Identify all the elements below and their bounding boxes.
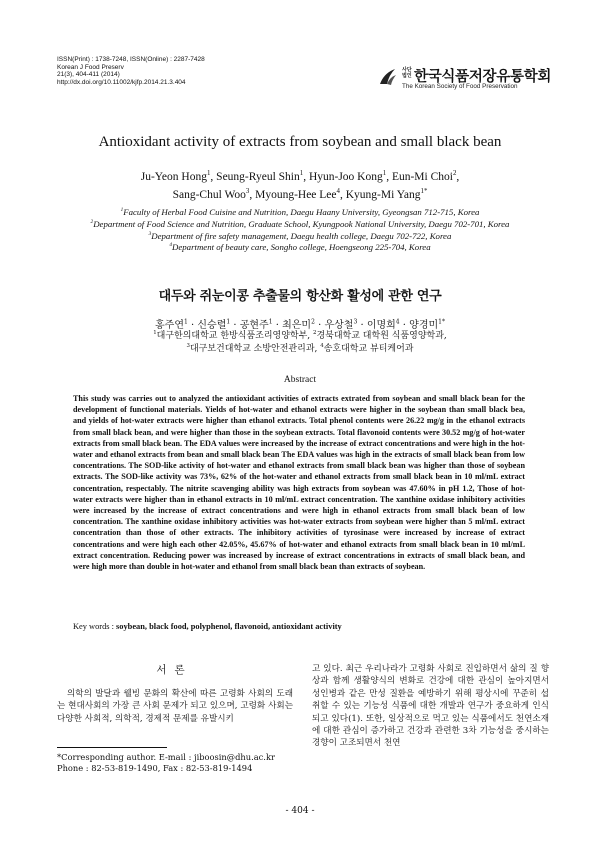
author-name-ko: 우상철 xyxy=(324,320,354,331)
introduction-right-column xyxy=(312,663,549,750)
affiliation-text: 대구한의대학교 한방식품조리영양학부, xyxy=(156,331,314,341)
affiliation-text: Department of Food Science and Nutrition, Graduate School, Kyungpook National University, Daegu 702-701, Korea xyxy=(93,218,510,229)
affiliation-en xyxy=(0,242,600,254)
author-sup: 1 xyxy=(382,170,387,178)
affiliation-en xyxy=(0,231,600,243)
author-name: Eun-Mi Choi xyxy=(391,171,453,183)
authors-en-line-1: Ju-Yeon Hong$^1$, Seung-Ryeul Shin$^1$, Hyun-Joo Kong$^1$, Eun-Mi Choi$^2$, xyxy=(140,170,460,183)
affiliation-text: Department of beauty care, Songho college, Hoengseong 225-704, Korea xyxy=(172,242,431,253)
affiliation-text: Faculty of Herbal Food Cuisine and Nutrition, Daegu Haany University, Gyeongsan 712-715, Korea xyxy=(123,207,480,217)
keywords-label: Key words : xyxy=(73,622,117,631)
author-name-ko: 최은미 xyxy=(282,320,312,331)
author-name: Hyun-Joo Kong xyxy=(308,171,383,183)
affiliation-text: 경북대학교 대학원 식품영양학과, xyxy=(316,331,447,341)
affiliation-sup: 1 xyxy=(120,207,124,214)
author-sup: 1* xyxy=(438,318,445,326)
author-name: Ju-Yeon Hong xyxy=(140,171,207,183)
volume-issue-pages: 21(3), 404-411 (2014) xyxy=(57,71,120,79)
footnote-divider xyxy=(57,747,167,748)
page-number: - 404 - xyxy=(285,806,315,816)
author-name-ko: 공현주 xyxy=(239,320,269,331)
author-name-ko: 양경미 xyxy=(409,320,439,331)
affiliation-text: 송호대학교 뷰티케어과 xyxy=(323,344,414,354)
author-sup: 1 xyxy=(206,170,211,178)
doi-link[interactable]: http://dx.doi.org/10.11002/kjfp.2014.21.3.404 xyxy=(57,78,186,86)
author-sup: 2 xyxy=(311,318,315,326)
introduction-heading: 서론 xyxy=(156,664,193,676)
affiliation-sup: 4 xyxy=(169,242,173,249)
author-sup: 3 xyxy=(353,318,358,326)
affiliations-ko-line-2 xyxy=(0,343,600,356)
author-name: Kyung-Mi Yang xyxy=(345,189,421,201)
introduction-left-column xyxy=(57,688,293,725)
journal-meta xyxy=(57,56,317,86)
author-name-ko: 홍주연 xyxy=(155,320,184,331)
footnote xyxy=(57,752,297,774)
authors-en xyxy=(0,168,600,204)
affiliations-ko xyxy=(0,330,600,356)
author-sup: 1 xyxy=(226,318,231,326)
author-name: Sang-Chul Woo xyxy=(172,189,246,201)
affiliation-sup: 3 xyxy=(186,343,190,349)
authors-en-line-2: Sang-Chul Woo$^3$, Myoung-Hee Lee$^4$, Kyung-Mi Yang$^{1*}$ xyxy=(172,188,428,201)
keywords xyxy=(73,622,525,631)
society-badge: 사단법인 xyxy=(402,67,412,79)
issn-line: ISSN(Print) : 1738-7248, ISSN(Online) : 2287-7428 xyxy=(57,56,205,63)
abstract-body: This study was carries out to analyzed the antioxidant activities of extracts extrated from soybean and small black bean for the development of functional materials. Yields of hot-water and ethanol extracts were higher in the soybean than small black bea, and yields of hot-water extracts were higher than ethanol extracts. Total phenol contents were 26.22 mg/g in the ethanol extracts from small black bean, and were higher than those in the soybean extracts. Total flavonoid contents were 30.52 mg/g of hot-water extracts from small black bean. The EDA values were increased by the increase of extract concentrations and were high in the hot-water and ethanol extracts from bean and small black bean The EDA values was high in the extracts of small black bean from low concentrations. The SOD-like activity of hot-water and ethanol extracts from small black bean was higher than those of soybean extracts. The SOD-like activity was 73%, 62% of the hot-water and ethanol extracts from small black bean in 10 ml/mL extract concentration, respectably. The nitrite scavenging ability was high extracts from soybean was 47.60% in pH 1.2, Those of hot-water extracts were higher than in ethanol extracts in 10 ml/mL extract concentration. The xanthine oxidase inhibitory activities were increased by the increase of extract concentrations and were high in ethanol extracts from small black bean of low concentration. The xanthine oxidase inhibitory activities was hot-water extracts from soybean were higher than 5 ml/mL extract concentration than those of other extracts. The inhibitory activities of tyrosinase were increased by increase of extract concentrations and were high each other 42.05%, 45.67% of hot-water and ethanol extracts from small black bean in 10 ml/mL extract concentration. Reducing power was increased by increase of extract concentrations in extracts of small black bean, and were high more than double in hot-water and ethanol from small black bean than extracts of soybean. xyxy=(73,394,525,572)
paper-title-ko: 대두와 쥐눈이콩 추출물의 항산화 활성에 관한 연구 xyxy=(158,289,442,304)
contact-info: Phone : 82-53-819-1490, Fax : 82-53-819-1494 xyxy=(57,763,253,773)
affiliation-text: 대구보건대학교 소방안전관리과, xyxy=(189,344,321,354)
affiliation-en xyxy=(0,207,600,219)
author-name: Seung-Ryeul Shin xyxy=(216,171,300,183)
society-name-en: The Korean Society of Food Preservation xyxy=(402,83,518,90)
author-sup: 1 xyxy=(184,318,188,326)
author-name-ko: 신승렬 xyxy=(197,320,227,331)
author-sup: 1 xyxy=(299,170,304,178)
society-logo xyxy=(378,67,553,97)
author-sup: 2 xyxy=(452,170,457,178)
author-sup: 1* xyxy=(420,188,428,196)
affiliation-sup: 2 xyxy=(313,330,317,336)
abstract-heading: Abstract xyxy=(283,375,317,385)
affiliation-text: Department of fire safety management, Daegu health college, Daegu 702-722, Korea xyxy=(151,230,452,241)
introduction-paragraph: 고 있다. 최근 우리나라가 고령화 사회로 진입하면서 삶의 질 향상과 함께 생활양식의 변화로 건강에 대한 관심이 높아지면서 성인병과 같은 만성 질환을 예방하기 위해 평상시에 꾸준히 섭취할 수 있는 기능성 식품에 대한 개발과 연구가 중요하게 인식되고 있다(1). 또한, 일상적으로 먹고 있는 식품에서도 천연소재에 대한 관심이 증가하고 건강과 관련한 3차 기능성을 중시하는 경향이 고조되면서 천연 xyxy=(312,664,549,749)
affiliation-sup: 3 xyxy=(148,230,152,237)
journal-name: Korean J Food Preserv xyxy=(57,63,124,71)
author-sup: 3 xyxy=(245,188,250,196)
introduction-paragraph: 의학의 발달과 웰빙 문화의 확산에 따른 고령화 사회의 도래는 현대사회의 가장 큰 사회 문제가 되고 있으며, 고령화 사회는 다양한 사회적, 의학적, 경제적 문제를 유발시키 xyxy=(57,689,293,724)
affiliations-en xyxy=(0,207,600,254)
author-name-ko: 이명희 xyxy=(366,320,396,331)
affiliation-en xyxy=(0,219,600,231)
author-sup: 1 xyxy=(268,318,273,326)
author-sup: 4 xyxy=(395,318,400,326)
author-name: Myoung-Hee Lee xyxy=(255,189,337,201)
affiliation-sup: 4 xyxy=(320,343,324,349)
affiliation-sup: 1 xyxy=(153,330,157,336)
keywords-value: soybean, black food, polyphenol, flavonoid, antioxidant activity xyxy=(116,622,342,631)
affiliation-sup: 2 xyxy=(90,218,94,225)
authors-ko: 홍주연$^1$ · 신승렬$^1$ · 공현주$^1$ · 최은미$^2$ · 우상철$^3$ · 이명희$^4$ · 양경미$^{1*}$ xyxy=(155,318,445,331)
affiliations-ko-line-1 xyxy=(0,330,600,343)
corresponding-author: *Corresponding author. E-mail : jiboosin@dhu.ac.kr xyxy=(57,752,275,762)
author-sup: 4 xyxy=(336,188,340,196)
paper-title-en: Antioxidant activity of extracts from soybean and small black bean xyxy=(98,134,502,150)
society-emblem-icon xyxy=(378,67,398,87)
society-name-ko: 한국식품저장유통학회 xyxy=(414,69,552,85)
